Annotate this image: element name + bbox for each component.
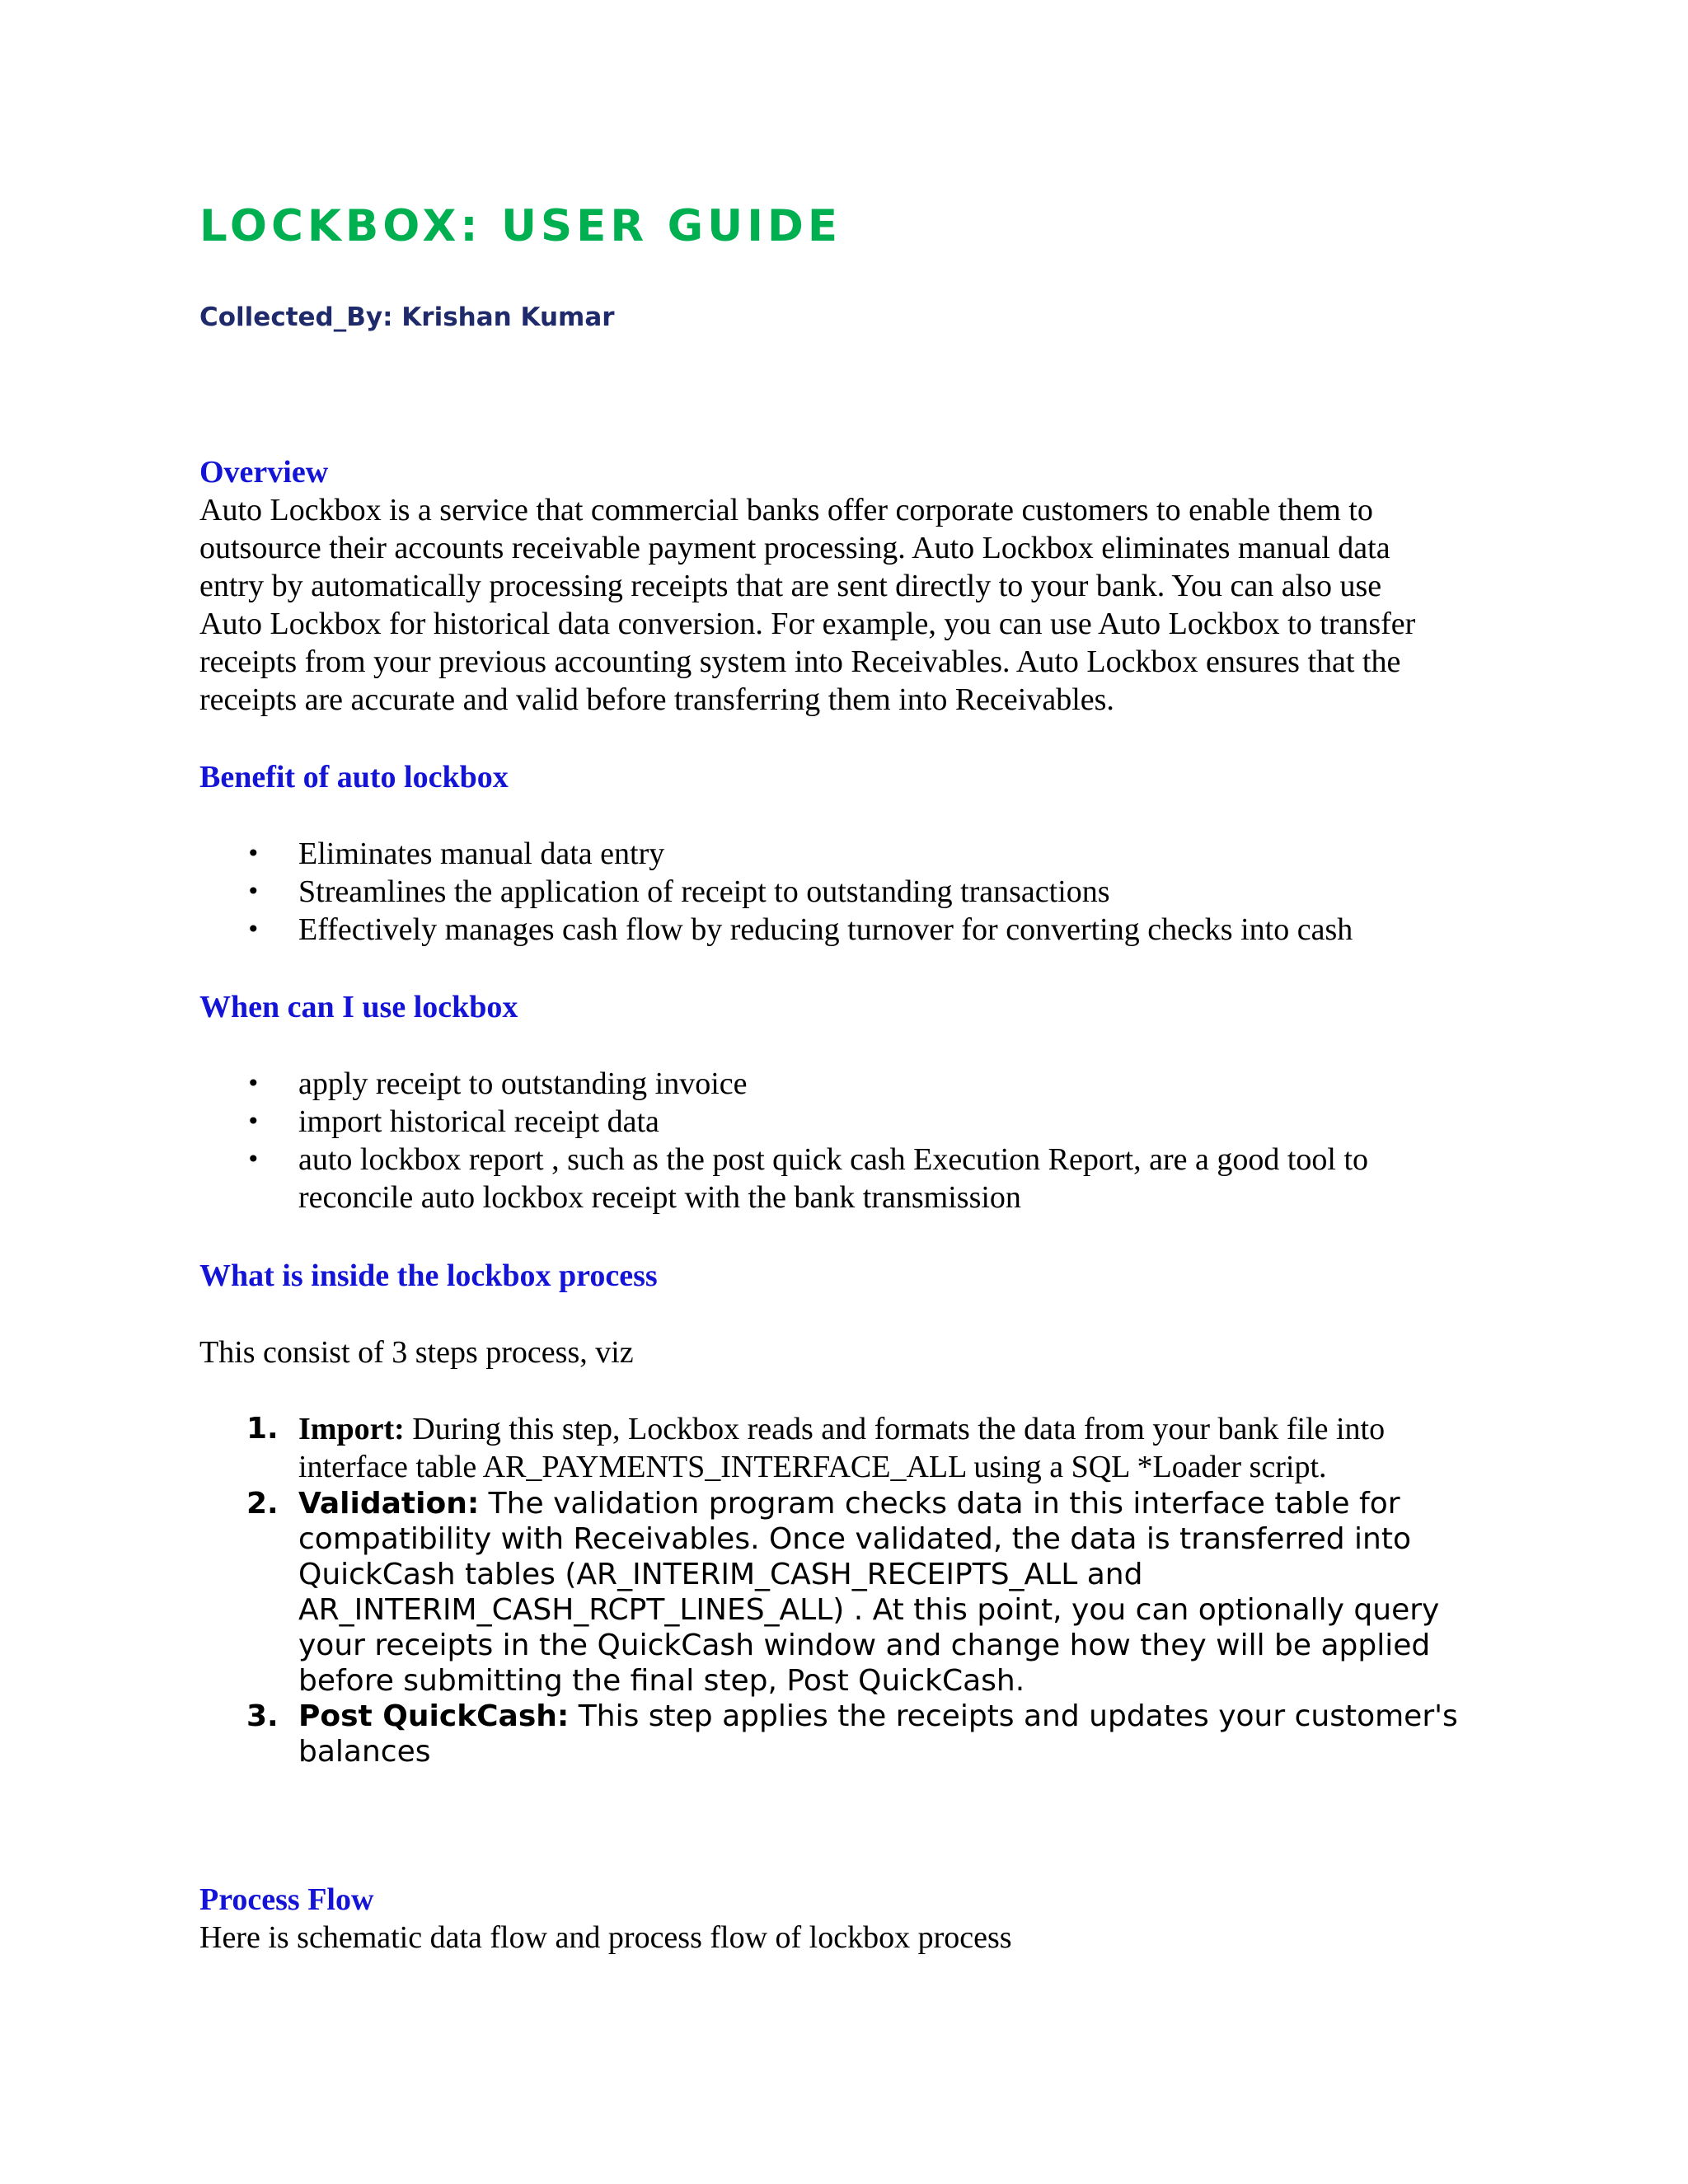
document-title: LOCKBOX: USER GUIDE	[199, 201, 842, 251]
step-label: Post QuickCash:	[298, 1699, 570, 1733]
list-item: • Eliminates manual data entry	[246, 837, 665, 871]
step-label: Validation:	[298, 1487, 480, 1521]
paragraph-line: receipts are accurate and valid before transferring them into Receivables.	[199, 682, 1114, 717]
benefits-list	[199, 835, 1485, 949]
overview-paragraph	[199, 491, 1485, 719]
list-item: • apply receipt to outstanding invoice	[246, 1066, 748, 1101]
step-number: 3.	[246, 1699, 279, 1733]
step-number: 2.	[246, 1487, 279, 1521]
when-heading: When can I use lockbox	[199, 990, 518, 1024]
bullet-icon: •	[246, 840, 260, 867]
paragraph-line: receipts from your previous accounting system into Receivables. Auto Lockbox ensures that the	[199, 644, 1401, 679]
process-flow-heading: Process Flow	[199, 1882, 374, 1917]
paragraph-line: entry by automatically processing receipts that are sent directly to your bank. You can also use	[199, 569, 1382, 603]
inside-heading: What is inside the lockbox process	[199, 1258, 658, 1293]
bullet-icon: •	[246, 916, 260, 943]
step-item: 3. Post QuickCash: This step applies the receipts and updates your customer's balances	[246, 1699, 1458, 1769]
bullet-icon: •	[246, 1146, 260, 1173]
list-item: • import historical receipt data	[246, 1104, 659, 1139]
inside-intro: This consist of 3 steps process, viz	[199, 1335, 634, 1370]
step-item: 2. Validation: The validation program checks data in this interface table for compatibility with Receivables. Once validated, the data is transferred into QuickCash tables (AR_INTERIM_CASH_RECEIPTS_ALL and AR_INTERIM_CASH_RCPT_LINES_ALL) . At this point, you can optionally query your receipts in the QuickCash window and change how they will be applied before submitting the final step, Post QuickCash.	[246, 1487, 1440, 1698]
bullet-icon: •	[246, 878, 260, 905]
bullet-icon: •	[246, 1108, 260, 1135]
list-item: • auto lockbox report , such as the post quick cash Execution Report, are a good tool to reconcile auto lockbox receipt with the bank transmission	[246, 1142, 1369, 1215]
list-item: • Effectively manages cash flow by reducing turnover for converting checks into cash	[246, 912, 1353, 947]
overview-heading: Overview	[199, 455, 329, 490]
step-label: Import:	[298, 1412, 405, 1446]
paragraph-line: Auto Lockbox for historical data conversion. For example, you can use Auto Lockbox to transfer	[199, 607, 1416, 641]
steps-list	[199, 1410, 1518, 1769]
paragraph-line: Auto Lockbox is a service that commercial banks offer corporate customers to enable them to	[199, 493, 1373, 527]
list-item: • Streamlines the application of receipt to outstanding transactions	[246, 874, 1110, 909]
when-list	[199, 1065, 1485, 1216]
process-flow-text: Here is schematic data flow and process flow of lockbox process	[199, 1920, 1012, 1955]
step-number: 1.	[246, 1412, 279, 1446]
author-line: Collected_By: Krishan Kumar	[199, 302, 615, 332]
bullet-icon: •	[246, 1070, 260, 1097]
step-item: 1. Import: During this step, Lockbox reads and formats the data from your bank file into interface table AR_PAYMENTS_INTERFACE_ALL using a SQL *Loader script.	[246, 1412, 1386, 1484]
paragraph-line: outsource their accounts receivable payment processing. Auto Lockbox eliminates manual data	[199, 531, 1390, 565]
benefits-heading: Benefit of auto lockbox	[199, 760, 509, 794]
